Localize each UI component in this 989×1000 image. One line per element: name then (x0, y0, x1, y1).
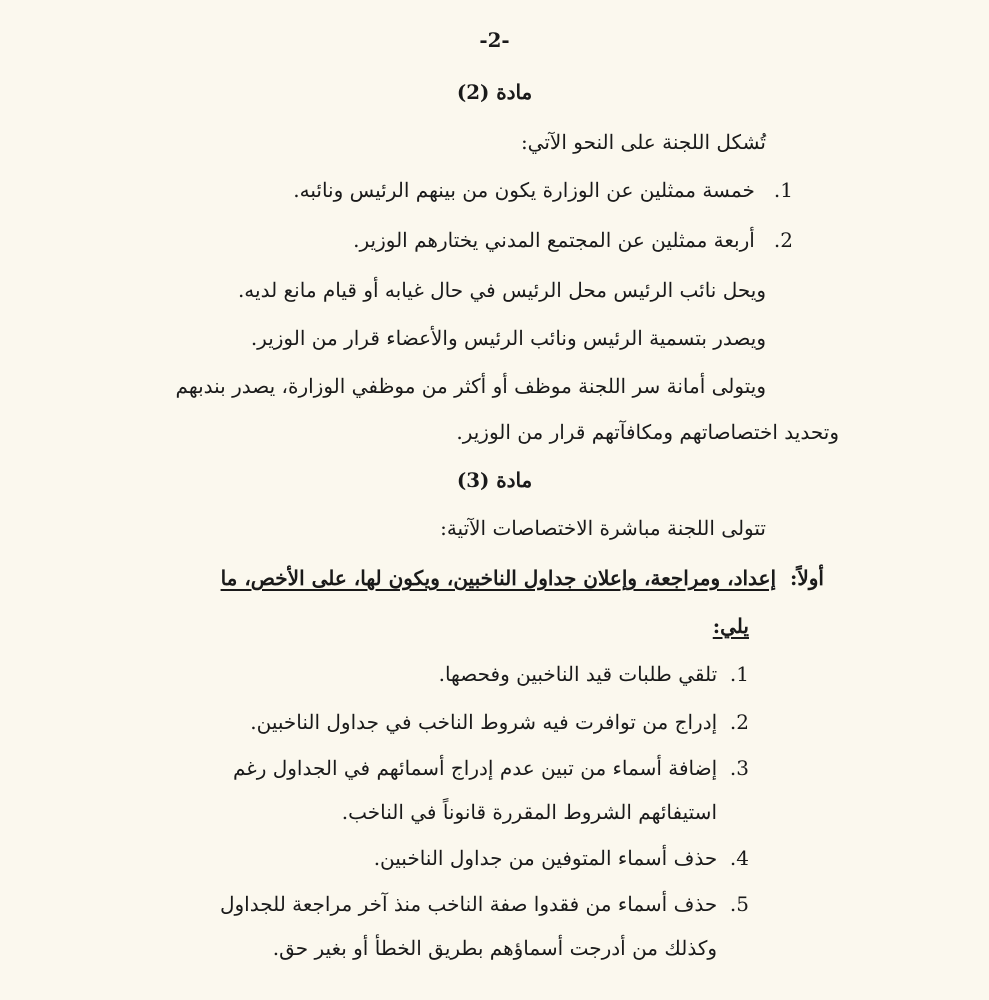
article-3-item-5 (220, 892, 749, 916)
item-number: 1. (773, 178, 793, 202)
first-section-label: أولاً: (789, 566, 824, 590)
article-2-item-1 (293, 178, 793, 202)
item-text: أربعة ممثلين عن المجتمع المدني يختارهم الوزير. (353, 228, 755, 252)
article-3-item-4 (374, 846, 749, 870)
article-2-paragraph-2: ويصدر بتسمية الرئيس ونائب الرئيس والأعضاء قرار من الوزير. (250, 326, 766, 350)
item-number: 2. (729, 710, 749, 734)
first-section-title-line-2-wrap (713, 614, 749, 638)
article-2-item-2 (353, 228, 793, 252)
item-number: 1. (729, 662, 749, 686)
item-text: حذف أسماء من فقدوا صفة الناخب منذ آخر مراجعة للجداول (219, 892, 718, 916)
article-3-first-section (221, 566, 824, 590)
first-section-title-line-1: إعداد، ومراجعة، وإعلان جداول الناخبين، ويكون لها، على الأخص، ما (220, 566, 777, 590)
article-3-item-5-continuation: وكذلك من أدرجت أسماؤهم بطريق الخطأ أو بغير حق. (272, 936, 717, 960)
article-2-paragraph-3-line-2: وتحديد اختصاصاتهم ومكافآتهم قرار من الوزير. (456, 420, 839, 444)
page-number: -2- (479, 28, 510, 52)
item-text: إدراج من توافرت فيه شروط الناخب في جداول الناخبين. (250, 710, 718, 734)
item-number: 2. (773, 228, 793, 252)
article-3-item-3 (233, 756, 749, 780)
article-3-item-3-continuation: استيفائهم الشروط المقررة قانوناً في الناخب. (341, 800, 717, 824)
article-3-item-1 (439, 662, 749, 686)
first-section-title-line-2: يلي: (712, 614, 749, 638)
item-number: 3. (729, 756, 749, 780)
item-text: إضافة أسماء من تبين عدم إدراج أسمائهم في الجداول رغم (232, 756, 718, 780)
article-2-intro: تُشكل اللجنة على النحو الآتي: (520, 130, 766, 154)
article-2-heading: مادة (2) (456, 80, 533, 104)
article-2-paragraph-1: ويحل نائب الرئيس محل الرئيس في حال غيابه أو قيام مانع لديه. (237, 278, 766, 302)
item-text: خمسة ممثلين عن الوزارة يكون من بينهم الرئيس ونائبه. (293, 178, 755, 202)
item-text: حذف أسماء المتوفين من جداول الناخبين. (373, 846, 718, 870)
article-3-heading: مادة (3) (456, 468, 533, 492)
item-text: تلقي طلبات قيد الناخبين وفحصها. (438, 662, 718, 686)
article-3-item-2 (250, 710, 749, 734)
article-2-paragraph-3-line-1: ويتولى أمانة سر اللجنة موظف أو أكثر من موظفي الوزارة، يصدر بندبهم (175, 374, 766, 398)
item-number: 5. (729, 892, 749, 916)
article-3-intro: تتولى اللجنة مباشرة الاختصاصات الآتية: (440, 516, 766, 540)
item-number: 4. (729, 846, 749, 870)
